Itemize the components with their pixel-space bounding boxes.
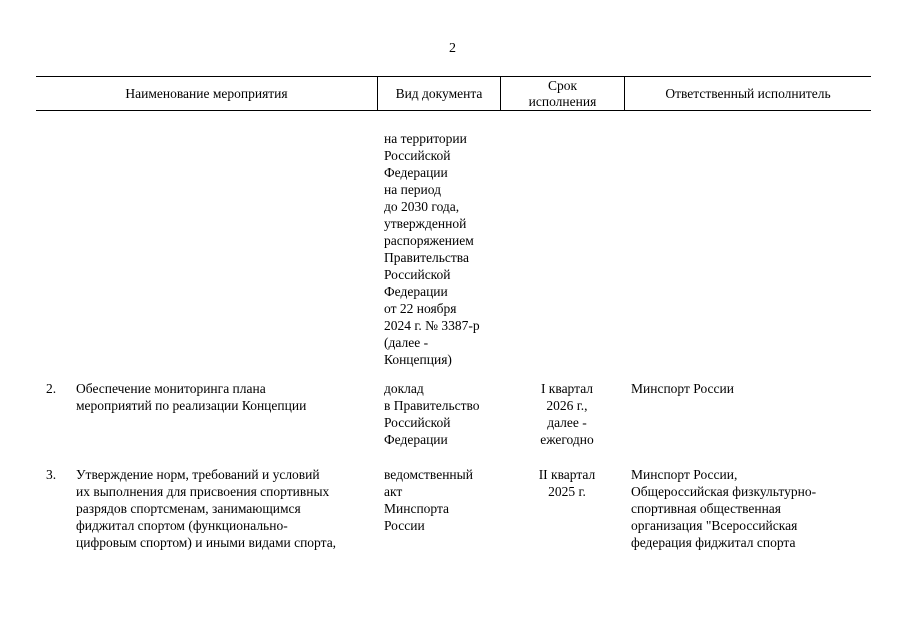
row-number: 3. [46,467,57,482]
column-header-responsible: Ответственный исполнитель [665,86,831,101]
column-header-term: Срок исполнения [528,78,597,109]
row-doc-cell: доклад в Правительство Российской Федерации [384,381,480,447]
continuation-doc-cell: на территории Российской Федерации на период до 2030 года, утвержденной распоряжением Правительства Российской Федерации от 22 ноября 2024 г. № 3387-р (далее - Концепция) [384,131,480,367]
column-header-name: Наименование мероприятия [125,86,288,101]
row-term-cell: II квартал 2025 г. [538,467,596,499]
table-header-bottom-rule [36,110,871,111]
row-responsible-cell: Минспорт России [631,381,734,396]
row-name-cell: Утверждение норм, требований и условий их выполнения для присвоения спортивных разрядов спортсменам, занимающимся фиджитал спортом (функционально- цифровым спортом) и иными видами спорта, [76,467,337,550]
row-name-cell: Обеспечение мониторинга плана мероприятий по реализации Концепции [76,381,307,413]
column-header-doc: Вид документа [395,86,483,101]
table-header-top-rule [36,76,871,77]
row-number: 2. [46,381,57,396]
row-doc-cell: ведомственный акт Минспорта России [384,467,473,533]
row-term-cell: I квартал 2026 г., далее - ежегодно [540,381,594,447]
page-number: 2 [449,41,456,56]
row-responsible-cell: Минспорт России, Общероссийская физкультурно- спортивная общественная организация "Всероссийская федерация фиджитал спорта [631,467,817,550]
